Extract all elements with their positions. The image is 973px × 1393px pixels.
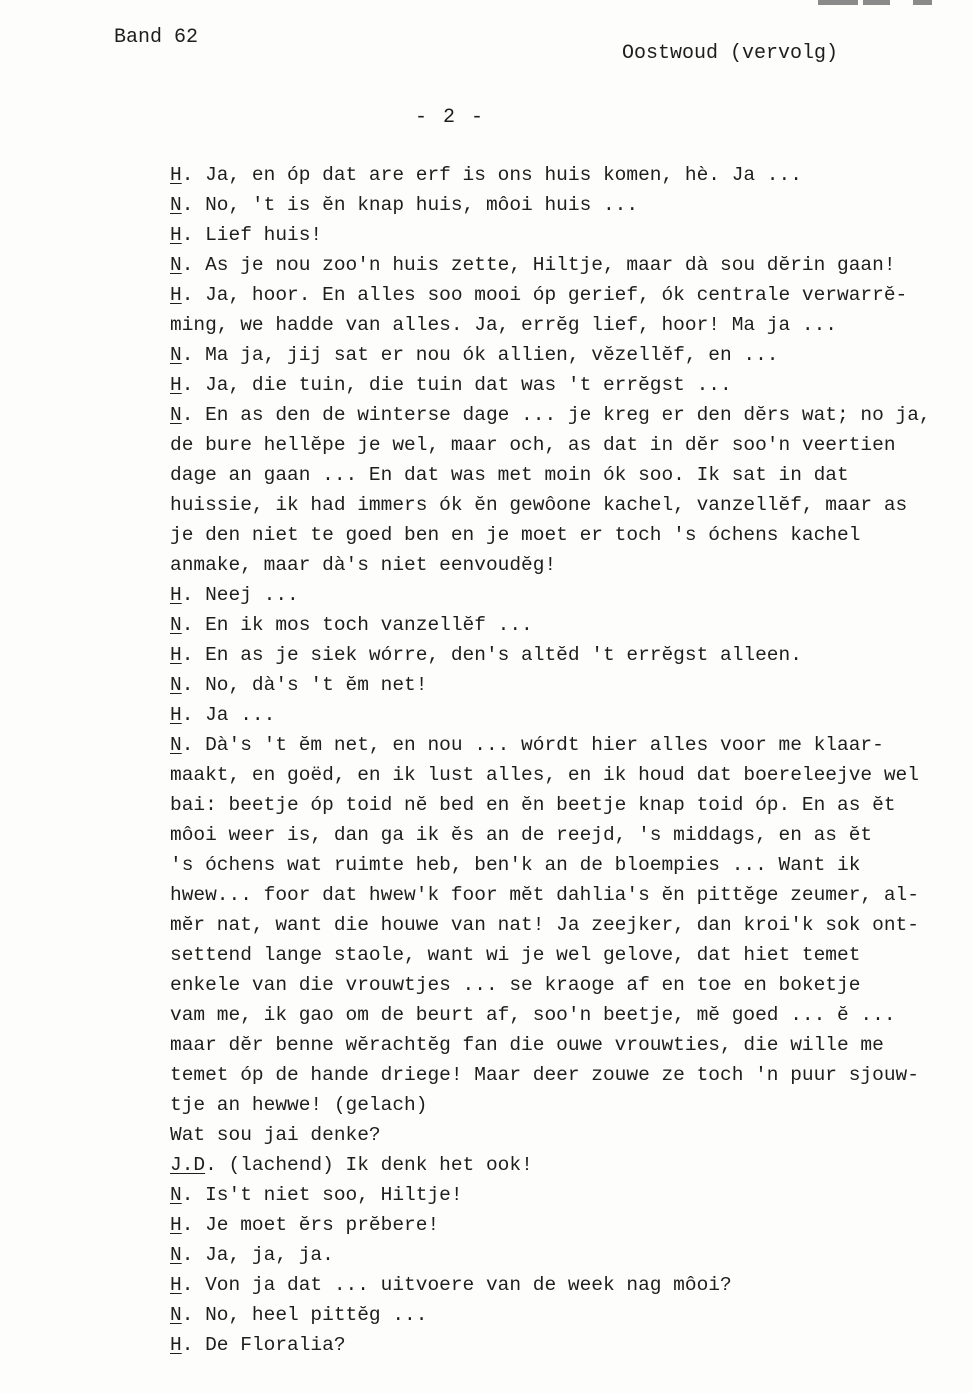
speaker-label: H bbox=[170, 164, 182, 186]
dialogue-line bbox=[170, 430, 970, 460]
dialogue-line: J.D. (lachend) Ik denk het ook! bbox=[170, 1154, 533, 1176]
line-text: Wat sou jai denke? bbox=[170, 1124, 381, 1146]
dialogue-line bbox=[170, 760, 970, 790]
line-text: vam me, ik gao om de beurt af, soo'n beetje, mĕ goed ... ĕ ... bbox=[170, 1004, 896, 1026]
dialogue-line bbox=[170, 880, 970, 910]
speaker-label: H bbox=[170, 284, 182, 306]
speaker-label: J.D bbox=[170, 1154, 206, 1176]
speaker-label: N bbox=[170, 1184, 182, 1206]
dialogue-line bbox=[170, 490, 970, 520]
dialogue-line: N. No, heel pittĕg ... bbox=[170, 1304, 428, 1326]
dialogue-line bbox=[170, 550, 970, 580]
dialogue-line: N. No, 't is ĕn knap huis, môoi huis ... bbox=[170, 194, 639, 216]
speaker-label: H bbox=[170, 644, 182, 666]
document-title: Oostwoud (vervolg) bbox=[622, 42, 839, 65]
line-text: ming, we hadde van alles. Ja, errĕg lief, hoor! Ma ja ... bbox=[170, 314, 838, 336]
line-text: En ik mos toch vanzellĕf ... bbox=[205, 614, 533, 636]
band-number: Band 62 bbox=[114, 26, 199, 49]
line-text: (lachend) Ik denk het ook! bbox=[228, 1154, 533, 1176]
line-text: Is't niet soo, Hiltje! bbox=[205, 1184, 463, 1206]
scan-artifact-bar bbox=[818, 0, 858, 5]
speaker-label: H bbox=[170, 224, 182, 246]
speaker-label: H bbox=[170, 1214, 182, 1236]
line-text: maar dĕr benne wĕrachtĕg fan die ouwe vrouwties, die wille me bbox=[170, 1034, 884, 1056]
line-text: No, heel pittĕg ... bbox=[205, 1304, 428, 1326]
line-text: No, dà's 't ĕm net! bbox=[205, 674, 428, 696]
line-text: 's óchens wat ruimte heb, ben'k an de bloempies ... Want ik bbox=[170, 854, 861, 876]
speaker-label: N bbox=[170, 1304, 182, 1326]
dialogue-line: N. Ja, ja, ja. bbox=[170, 1244, 334, 1266]
speaker-label: H bbox=[170, 584, 182, 606]
speaker-label: N bbox=[170, 404, 182, 426]
dialogue-line bbox=[170, 1060, 970, 1090]
line-text: Von ja dat ... uitvoere van de week nag môoi? bbox=[205, 1274, 732, 1296]
dialogue-line: N. Is't niet soo, Hiltje! bbox=[170, 1184, 463, 1206]
dialogue-line: H. Ja, en óp dat are erf is ons huis komen, hè. Ja ... bbox=[170, 164, 802, 186]
line-text: temet óp de hande driege! Maar deer zouwe ze toch 'n puur sjouw- bbox=[170, 1064, 919, 1086]
dialogue-line: N. Ma ja, jij sat er nou ók allien, vĕzellĕf, en ... bbox=[170, 344, 779, 366]
line-text: Neej ... bbox=[205, 584, 299, 606]
speaker-label: N bbox=[170, 254, 182, 276]
dialogue-line: N. As je nou zoo'n huis zette, Hiltje, maar dà sou dĕrin gaan! bbox=[170, 254, 896, 276]
dialogue-line bbox=[170, 520, 970, 550]
line-text: En as je siek wórre, den's altĕd 't errĕgst alleen. bbox=[205, 644, 802, 666]
dialogue-line bbox=[170, 1030, 970, 1060]
speaker-label: H bbox=[170, 704, 182, 726]
dialogue-line: H. De Floralia? bbox=[170, 1334, 346, 1356]
line-text: hwew... foor dat hwew'k foor mĕt dahlia's ĕn pittĕge zeumer, al- bbox=[170, 884, 919, 906]
speaker-label: N bbox=[170, 674, 182, 696]
dialogue-line: H. En as je siek wórre, den's altĕd 't errĕgst alleen. bbox=[170, 644, 802, 666]
speaker-label: N bbox=[170, 614, 182, 636]
dialogue-line: N. No, dà's 't ĕm net! bbox=[170, 674, 428, 696]
line-text: No, 't is ĕn knap huis, môoi huis ... bbox=[205, 194, 639, 216]
dialogue-line bbox=[170, 1120, 970, 1150]
speaker-label: H bbox=[170, 374, 182, 396]
line-text: Ja, ja, ja. bbox=[205, 1244, 334, 1266]
line-text: settend lange staole, want wi je wel gelove, dat hiet temet bbox=[170, 944, 861, 966]
speaker-label: H bbox=[170, 1274, 182, 1296]
speaker-label: N bbox=[170, 344, 182, 366]
dialogue-line: H. Von ja dat ... uitvoere van de week nag môoi? bbox=[170, 1274, 732, 1296]
dialogue-line bbox=[170, 910, 970, 940]
dialogue-line bbox=[170, 1090, 970, 1120]
line-text: mĕr nat, want die houwe van nat! Ja zeejker, dan kroi'k sok ont- bbox=[170, 914, 919, 936]
dialogue-line: H. Lief huis! bbox=[170, 224, 323, 246]
dialogue-line bbox=[170, 970, 970, 1000]
dialogue-transcript bbox=[170, 160, 970, 1360]
dialogue-line bbox=[170, 850, 970, 880]
line-text: maakt, en goëd, en ik lust alles, en ik houd dat boereleejve wel bbox=[170, 764, 919, 786]
speaker-label: N bbox=[170, 1244, 182, 1266]
line-text: môoi weer is, dan ga ik ĕs an de reejd, 's middags, en as ĕt bbox=[170, 824, 873, 846]
speaker-label: H bbox=[170, 1334, 182, 1356]
dialogue-line: N. Dà's 't ĕm net, en nou ... wórdt hier alles voor me klaar- bbox=[170, 734, 884, 756]
dialogue-line bbox=[170, 1000, 970, 1030]
dialogue-line: N. En as den de winterse dage ... je kreg er den dĕrs wat; no ja, bbox=[170, 404, 931, 426]
line-text: Ja, die tuin, die tuin dat was 't errĕgst ... bbox=[205, 374, 732, 396]
speaker-label: N bbox=[170, 734, 182, 756]
line-text: dage an gaan ... En dat was met moin ók soo. Ik sat in dat bbox=[170, 464, 849, 486]
line-text: tje an hewwe! (gelach) bbox=[170, 1094, 428, 1116]
dialogue-line: H. Ja, hoor. En alles soo mooi óp gerief, ók centrale verwarrĕ- bbox=[170, 284, 908, 306]
line-text: de bure hellĕpe je wel, maar och, as dat in dĕr soo'n veertien bbox=[170, 434, 896, 456]
line-text: Ma ja, jij sat er nou ók allien, vĕzellĕf, en ... bbox=[205, 344, 779, 366]
dialogue-line: H. Ja ... bbox=[170, 704, 276, 726]
line-text: Ja, hoor. En alles soo mooi óp gerief, ók centrale verwarrĕ- bbox=[205, 284, 908, 306]
dialogue-line: H. Je moet ĕrs prĕbere! bbox=[170, 1214, 440, 1236]
dialogue-line bbox=[170, 940, 970, 970]
dialogue-line bbox=[170, 820, 970, 850]
line-text: Ja ... bbox=[205, 704, 276, 726]
line-text: bai: beetje óp toid nĕ bed en ĕn beetje knap toid óp. En as ĕt bbox=[170, 794, 896, 816]
scan-artifact-bar bbox=[913, 0, 932, 5]
dialogue-line bbox=[170, 310, 970, 340]
line-text: enkele van die vrouwtjes ... se kraoge af en toe en boketje bbox=[170, 974, 861, 996]
line-text: anmake, maar dà's niet eenvoudĕg! bbox=[170, 554, 557, 576]
dialogue-line bbox=[170, 790, 970, 820]
line-text: Je moet ĕrs prĕbere! bbox=[205, 1214, 440, 1236]
dialogue-line: N. En ik mos toch vanzellĕf ... bbox=[170, 614, 533, 636]
page-number: - 2 - bbox=[415, 106, 486, 129]
dialogue-line: H. Ja, die tuin, die tuin dat was 't errĕgst ... bbox=[170, 374, 732, 396]
speaker-label: N bbox=[170, 194, 182, 216]
dialogue-line: H. Neej ... bbox=[170, 584, 299, 606]
line-text: Ja, en óp dat are erf is ons huis komen, hè. Ja ... bbox=[205, 164, 802, 186]
line-text: je den niet te goed ben en je moet er toch 's óchens kachel bbox=[170, 524, 861, 546]
scan-artifact-bar bbox=[863, 0, 890, 5]
line-text: En as den de winterse dage ... je kreg er den dĕrs wat; no ja, bbox=[205, 404, 931, 426]
line-text: De Floralia? bbox=[205, 1334, 346, 1356]
line-text: Lief huis! bbox=[205, 224, 323, 246]
line-text: huissie, ik had immers ók ĕn gewôone kachel, vanzellĕf, maar as bbox=[170, 494, 908, 516]
line-text: Dà's 't ĕm net, en nou ... wórdt hier alles voor me klaar- bbox=[205, 734, 884, 756]
dialogue-line bbox=[170, 460, 970, 490]
line-text: As je nou zoo'n huis zette, Hiltje, maar dà sou dĕrin gaan! bbox=[205, 254, 896, 276]
